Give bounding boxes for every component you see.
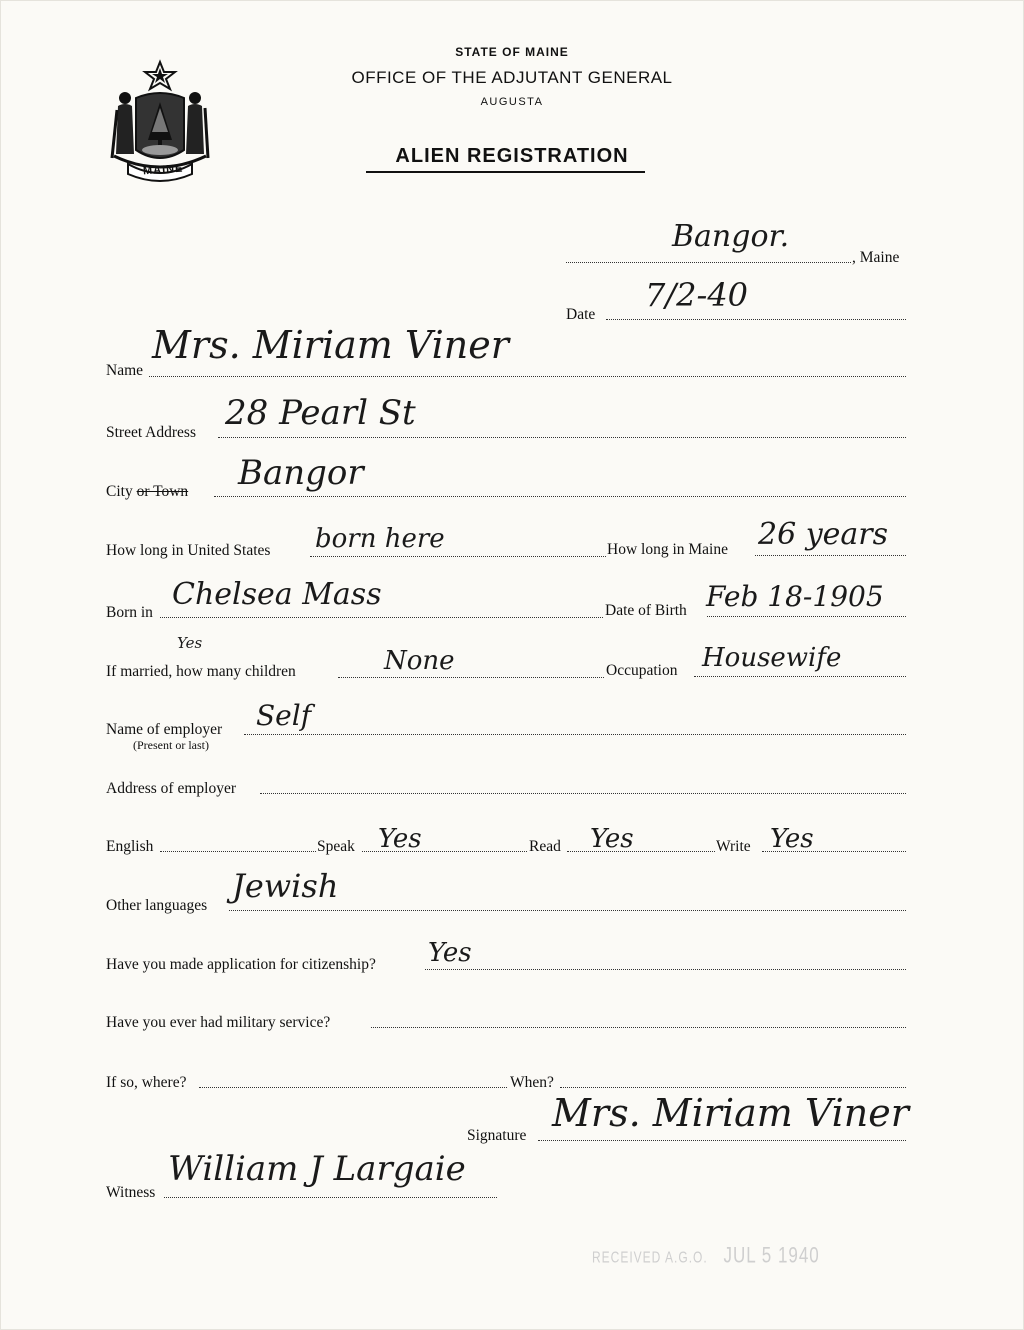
employer-value[interactable]: Self (256, 699, 312, 732)
employer-label: Name of employer (106, 721, 223, 738)
city-line (214, 496, 906, 497)
married-value[interactable]: Yes (177, 634, 203, 652)
town-value[interactable]: Bangor. (672, 219, 790, 254)
street-value[interactable]: 28 Pearl St (225, 393, 416, 433)
employer-address-line (260, 793, 906, 794)
when-line (560, 1087, 906, 1088)
other-languages-line (229, 910, 906, 911)
dob-value[interactable]: Feb 18-1905 (706, 580, 884, 613)
stamp-date: JUL 5 1940 (723, 1243, 820, 1268)
city-label-struck: or Town (136, 483, 189, 500)
occupation-label: Occupation (606, 662, 678, 679)
header-city: AUGUSTA (480, 96, 544, 108)
married-label: If married, how many children (106, 663, 296, 680)
born-in-label: Born in (106, 604, 153, 621)
children-value[interactable]: None (384, 646, 455, 676)
name-label: Name (106, 362, 144, 379)
other-languages-label: Other languages (106, 897, 208, 914)
maine-label: , Maine (852, 249, 900, 266)
born-in-line (160, 617, 603, 618)
citizenship-line (425, 969, 906, 970)
employer-address-label: Address of employer (106, 780, 236, 797)
read-label: Read (529, 838, 561, 855)
witness-line (164, 1197, 497, 1198)
dob-label: Date of Birth (605, 602, 687, 619)
speak-value[interactable]: Yes (378, 824, 422, 854)
read-value[interactable]: Yes (590, 824, 634, 854)
english-line (160, 851, 316, 852)
where-line (199, 1087, 507, 1088)
born-in-value[interactable]: Chelsea Mass (172, 577, 382, 612)
name-line (149, 376, 906, 377)
employer-line (244, 734, 906, 735)
when-label: When? (510, 1074, 554, 1091)
date-value[interactable]: 7/2-40 (645, 276, 749, 314)
other-languages-value[interactable]: Jewish (232, 867, 339, 905)
stamp-text: RECEIVED A.G.O. (592, 1248, 708, 1267)
witness-value[interactable]: William J Largaie (168, 1149, 466, 1189)
signature-value[interactable]: Mrs. Miriam Viner (552, 1091, 909, 1135)
name-value[interactable]: Mrs. Miriam Viner (152, 323, 509, 367)
how-long-maine-line (755, 555, 906, 556)
employer-sublabel: (Present or last) (133, 738, 209, 752)
how-long-us-value[interactable]: born here (315, 524, 445, 554)
how-long-maine-label: How long in Maine (607, 541, 728, 558)
write-label: Write (716, 838, 751, 855)
english-label: English (106, 838, 154, 855)
write-value[interactable]: Yes (770, 824, 814, 854)
military-label: Have you ever had military service? (106, 1014, 331, 1031)
city-label (106, 483, 188, 501)
occupation-line (694, 676, 906, 677)
signature-line (538, 1140, 906, 1141)
date-line (606, 319, 906, 320)
seal-motto: MAINE (142, 162, 184, 178)
how-long-us-label: How long in United States (106, 542, 271, 559)
citizenship-value[interactable]: Yes (428, 938, 472, 968)
citizenship-label: Have you made application for citizenship? (106, 956, 376, 973)
how-long-us-line (310, 556, 606, 557)
page-title: ALIEN REGISTRATION (395, 145, 629, 167)
speak-label: Speak (317, 838, 355, 855)
date-label: Date (566, 306, 596, 323)
dob-line (707, 616, 906, 617)
street-line (218, 437, 906, 438)
city-label-prefix: City (106, 483, 137, 500)
military-line (371, 1027, 906, 1028)
header-office: OFFICE OF THE ADJUTANT GENERAL (351, 68, 673, 87)
signature-label: Signature (467, 1127, 527, 1144)
city-value[interactable]: Bangor (238, 453, 364, 493)
children-line (338, 677, 604, 678)
occupation-value[interactable]: Housewife (702, 643, 842, 673)
witness-label: Witness (106, 1184, 156, 1201)
town-line (566, 262, 851, 263)
how-long-maine-value[interactable]: 26 years (758, 517, 889, 552)
street-label: Street Address (106, 424, 196, 441)
where-label: If so, where? (106, 1074, 187, 1091)
header-state: STATE OF MAINE (455, 45, 569, 59)
title-underline (366, 171, 645, 173)
received-stamp (592, 1243, 820, 1269)
